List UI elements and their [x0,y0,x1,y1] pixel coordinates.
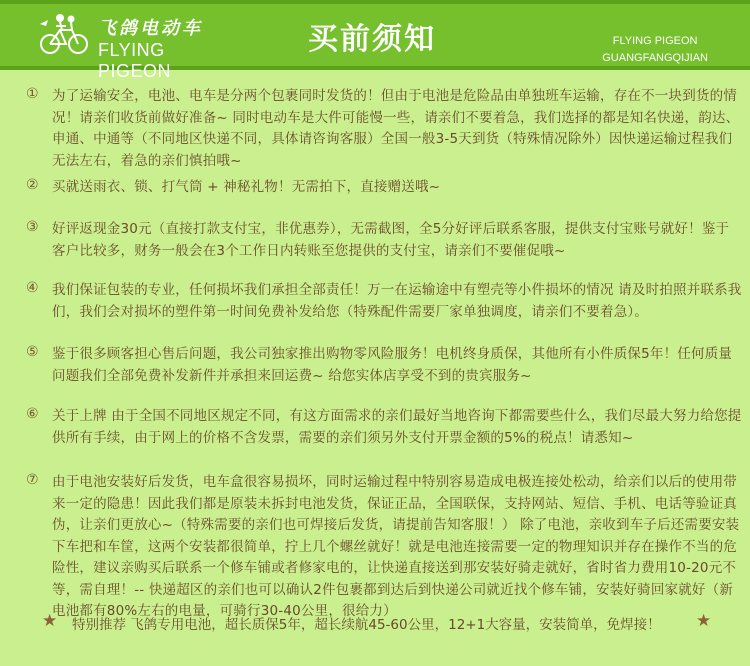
brand-line-2: GUANGFANGQIJIAN [602,52,708,64]
notice-text: 买就送雨衣、锁、打气筒 + 神秘礼物！无需拍下，直接赠送哦~ [52,179,441,195]
star-icon: ★ [696,611,712,631]
notice-text: 我们保证包装的专业，任何损坏我们承担全部责任！万一在运输途中有塑壳等小件损坏的情况 请及时拍照并联系我们，我们会对损坏的塑件第一时间免费补发给您（特殊配件需要厂家单独调度，请亲们不要着急）。 [52,282,742,320]
notice-number: ④ [26,280,39,296]
notice-text: 鉴于很多顾客担心售后问题，我公司独家推出购物零风险服务！电机终身质保，其他所有小件质保5年！任何质量问题我们全部免费补发新件并承担来回运费~ 给您实体店享受不到的贵宾服务~ [52,346,733,384]
header-brand-text [602,33,708,67]
brand-line-1: FLYING PIGEON [612,35,698,47]
notice-text: 好评返现金30元（直接打款支付宝，非优惠券），无需截图，全5分好评后联系客服，提供支付宝账号就好！鉴于客户比较多，财务一般会在3个工作日内转账至您提供的支付宝，请亲们不要催促哦~ [52,221,730,259]
recommendation-text: 特别推荐 飞鸽专用电池，超长质保5年，超长续航45-60公里，12+1大容量，安装简单，免焊接！ [72,617,661,633]
notice-text: 关于上牌 由于全国不同地区规定不同，有这方面需求的亲们最好当地咨询下都需要些什么，我们尽最大努力给您提供所有手续，由于网上的价格不含发票，需要的亲们须另外支付开票金额的5%的税点！请悉知~ [52,408,742,446]
brand-logo [38,8,228,81]
recommendation-banner [42,611,722,635]
header-banner [0,0,750,81]
logo-chinese-name: 飞鸽电动车 [98,18,203,39]
page-title: 买前须知 [308,22,436,57]
notice-number: ② [26,177,39,193]
notice-text: 由于电池安装好后发货，电车盒很容易损坏，同时运输过程中特别容易造成电极连接处松动，给亲们以后的使用带来一定的隐患！因此我们都是原装未拆封电池发货，保证正品，全国联保，支持网站、短信、手机、电话等验证真伪，让亲们更放心~（特殊需要的亲们也可焊接后发货，请提前告知客服！） 除了电池，亲收到车子后还需要安装下车把和车筐，这两个安装都很简单，拧上几个螺丝就好！就是电池连接需要一定的物理知识并存在操作不当的危险性，建议亲购买后联系一个修车铺或者修家电的，让快递直接送到那安装好骑走就好，省时省力费用10-20元不等，需自理！-- 快递超区的亲们也可以确认2件包裹都到达后到快递公司就近找个修车铺，安装好骑回家就好（新电池都有80%左右的电量，可骑行30-40公里，很给力） [52,474,740,619]
bicycle-riders-icon [38,12,90,56]
logo-english-name: FLYING PIGEON [98,40,172,81]
notice-number: ⑦ [26,472,39,488]
header-top-stripe [0,0,750,4]
notice-number: ⑥ [26,406,39,422]
notice-number: ⑤ [26,344,39,360]
notice-number: ① [26,86,39,102]
notice-number: ③ [26,219,39,235]
notice-text: 为了运输安全，电池、电车是分两个包裹同时发货的！但由于电池是危险品由单独班车运输，存在不一块到货的情况！请亲们收货前做好准备~ 同时电动车是大件可能慢一些，请亲们不要着急，我们选择的都是知名快递，韵达、申通、中通等（不同地区快递不同，具体请咨询客服）全国一般3-5天到货（特殊情况除外）因快递运输过程我们无法左右，着急的亲们慎拍哦~ [52,88,740,169]
star-icon: ★ [42,611,58,631]
